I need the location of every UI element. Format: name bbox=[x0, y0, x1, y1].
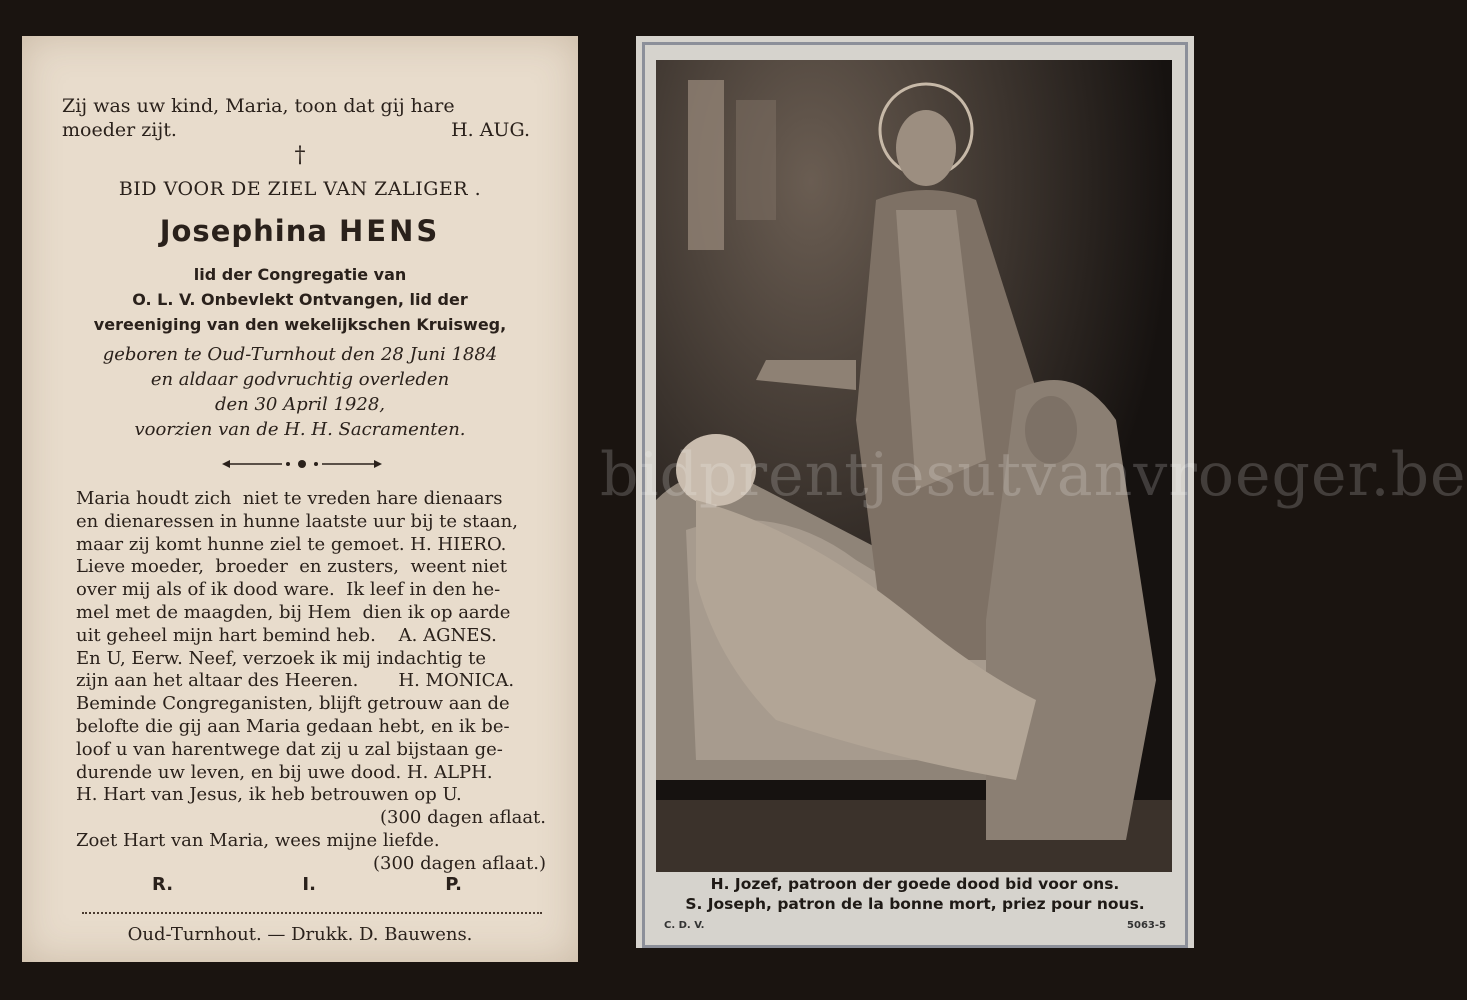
prayer-line: over mij als of ik dood ware. Ik leef in den he- bbox=[76, 579, 501, 601]
indulgence-note: (300 dagen aflaat.) bbox=[372, 852, 546, 874]
ornament-divider-icon bbox=[222, 456, 382, 472]
member-line: vereeniging van den wekelijkschen Kruisweg, bbox=[93, 315, 507, 334]
prayer-heading: BID VOOR DE ZIEL VAN ZALIGER . bbox=[118, 178, 482, 200]
prayer-line: Lieve moeder, broeder en zusters, weent niet bbox=[76, 556, 507, 578]
rip-letter: I. bbox=[302, 874, 316, 895]
caption-line-dutch: H. Jozef, patroon der goede dood bid voor ons. bbox=[710, 875, 1120, 893]
dotted-divider bbox=[82, 912, 542, 914]
surname: HENS bbox=[339, 214, 441, 248]
caption-line-french: S. Joseph, patron de la bonne mort, priez pour nous. bbox=[685, 895, 1145, 913]
epigraph-attribution: H. AUG. bbox=[451, 119, 530, 141]
memorial-card-text bbox=[22, 36, 578, 962]
deceased-name bbox=[22, 214, 578, 248]
date-line: voorzien van de H. H. Sacramenten. bbox=[134, 419, 466, 440]
prayer-line: loof u van harentwege dat zij u zal bijstaan ge- bbox=[76, 738, 503, 760]
prayer-line: zijn aan het altaar des Heeren. H. MONICA. bbox=[76, 670, 515, 692]
printer-credit: Oud-Turnhout. — Drukk. D. Bauwens. bbox=[127, 924, 473, 945]
cross-icon: † bbox=[294, 143, 306, 168]
member-line: O. L. V. Onbevlekt Ontvangen, lid der bbox=[132, 290, 468, 309]
prayer-line: Beminde Congreganisten, blijft getrouw aan de bbox=[76, 693, 510, 715]
prayer-line: Maria houdt zich niet te vreden hare dienaars bbox=[76, 488, 503, 509]
prayer-line: durende uw leven, en bij uwe dood. H. ALPH. bbox=[76, 761, 493, 783]
prayer-line: En U, Eerw. Neef, verzoek ik mij indachtig te bbox=[76, 647, 486, 669]
catalog-number: 5063-5 bbox=[1127, 920, 1166, 931]
dates-block bbox=[22, 342, 578, 442]
rip-letters bbox=[152, 874, 462, 895]
epigraph-line-2: moeder zijt. bbox=[62, 119, 177, 141]
watermark: bidprentjesutvanvroeger.be bbox=[600, 440, 1467, 510]
prayer-line: en dienaressen in hunne laatste uur bij te staan, bbox=[76, 510, 518, 532]
epigraph-line-1: Zij was uw kind, Maria, toon dat gij hare bbox=[62, 95, 455, 117]
epigraph bbox=[62, 94, 550, 142]
date-line: geboren te Oud-Turnhout den 28 Juni 1884 bbox=[102, 344, 498, 365]
member-line: lid der Congregatie van bbox=[193, 265, 407, 284]
indulgence-note: (300 dagen aflaat. bbox=[380, 807, 546, 829]
image-caption bbox=[660, 874, 1170, 914]
date-line: den 30 April 1928, bbox=[214, 394, 385, 415]
rip-letter: R. bbox=[152, 874, 174, 895]
prayer-line: maar zij komt hunne ziel te gemoet. H. HIERO. bbox=[76, 533, 507, 555]
first-name: Josephina bbox=[159, 214, 328, 248]
publisher-code: C. D. V. bbox=[664, 920, 705, 931]
prayer-line: belofte die gij aan Maria gedaan hebt, en ik be- bbox=[76, 715, 510, 737]
prayer-line: mel met de maagden, bij Hem dien ik op aarde bbox=[76, 601, 511, 623]
rip-letter: P. bbox=[445, 874, 462, 895]
prayer-text bbox=[76, 488, 554, 876]
membership-block bbox=[22, 262, 578, 337]
prayer-line: H. Hart van Jesus, ik heb betrouwen op U. bbox=[76, 784, 462, 806]
prayer-line: uit geheel mijn hart bemind heb. A. AGNES. bbox=[76, 624, 497, 646]
date-line: en aldaar godvruchtig overleden bbox=[150, 369, 450, 390]
prayer-line: Zoet Hart van Maria, wees mijne liefde. bbox=[76, 829, 440, 851]
